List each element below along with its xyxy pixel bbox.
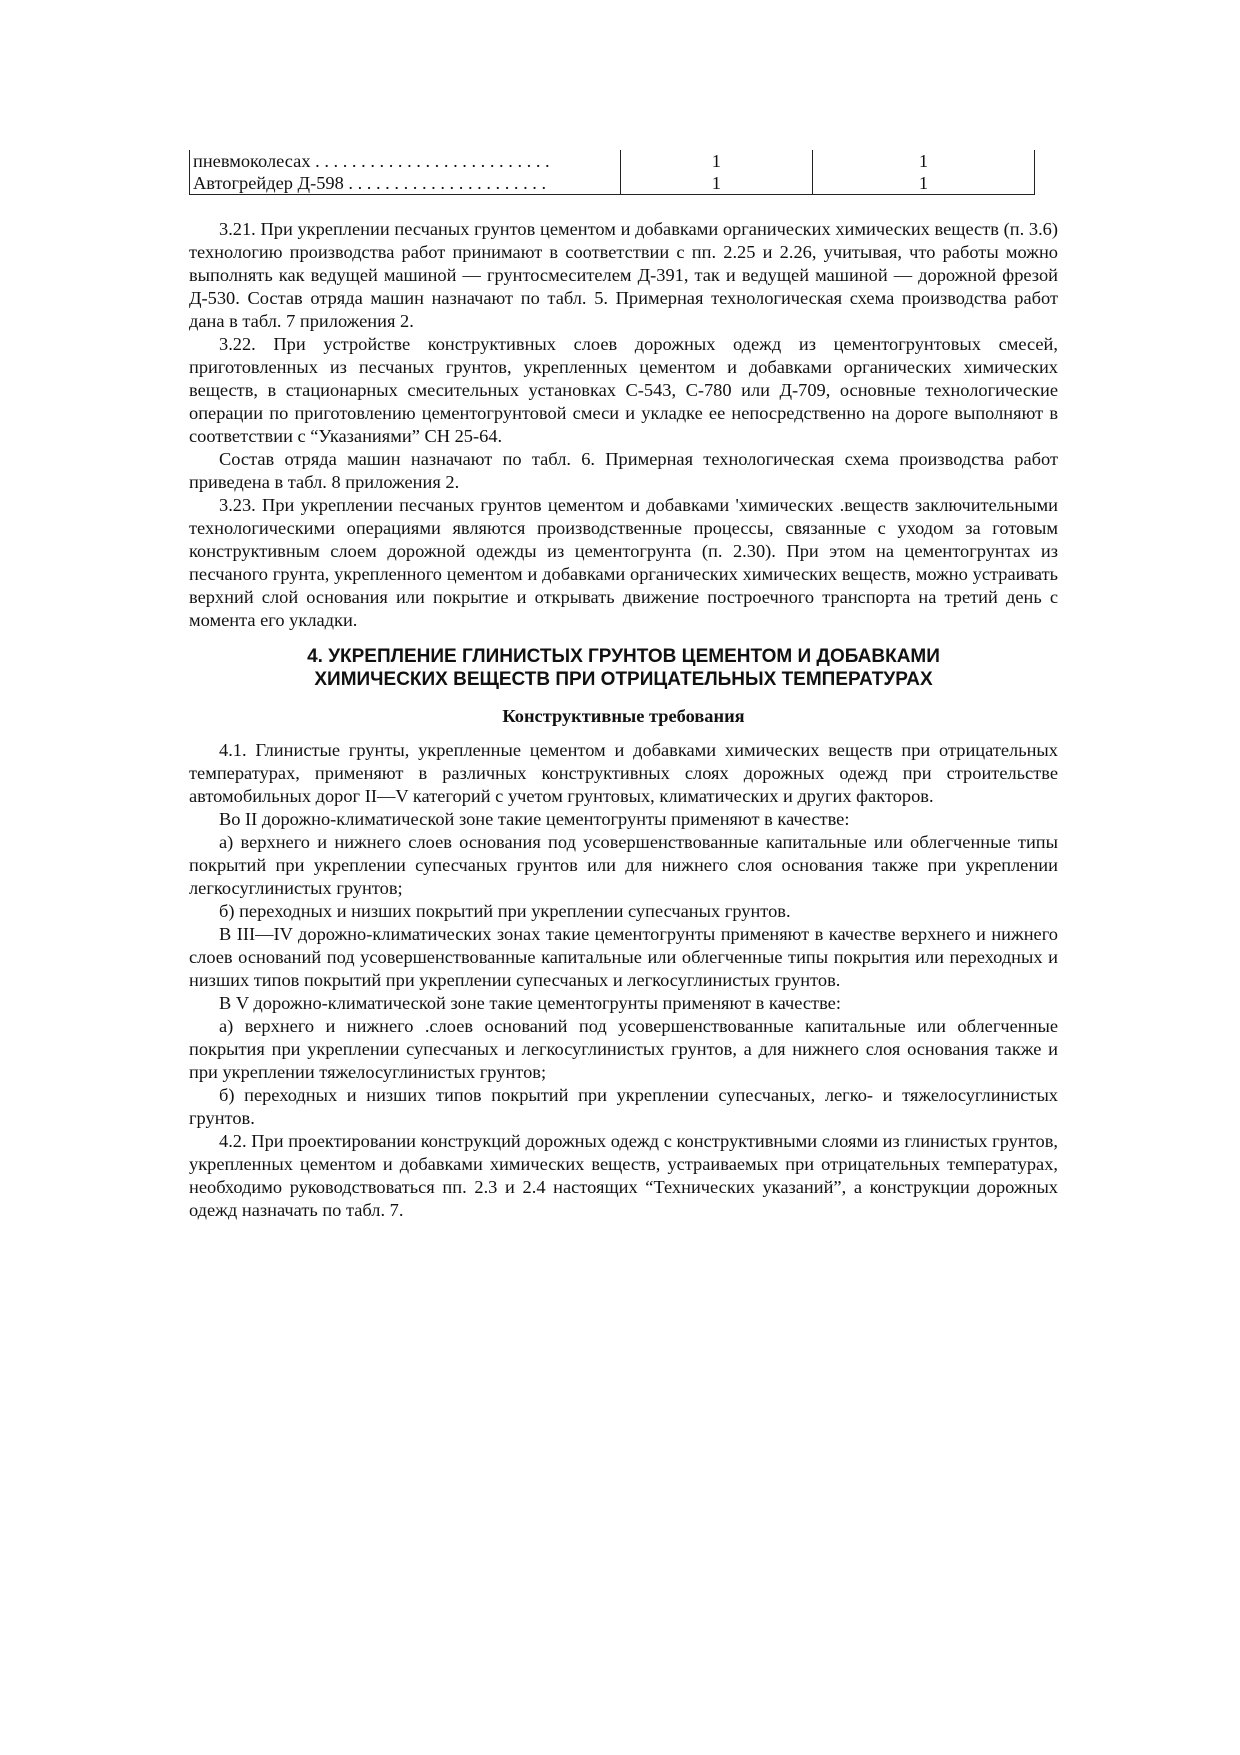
section-4-title [189, 645, 1058, 691]
paragraph: Во II дорожно-климатической зоне такие цементогрунты применяют в качестве: [219, 809, 850, 829]
paragraph: В III—IV дорожно-климатических зонах такие цементогрунты применяют в качестве верхнего и нижнего слоев оснований под усовершенствованные капитальные или облегченные типы покрытия или переходных и низших типов покрытий при укреплении супесчаных и легкосуглинистых грунтов. [189, 924, 1058, 990]
table-cell-value: 1 [812, 150, 1034, 172]
table-cell-name: пневмоколесах . . . . . . . . . . . . . . . . . . . . . . . . . . [190, 150, 621, 172]
paragraph-3-22-cont: Состав отряда машин назначают по табл. 6. Примерная технологическая схема производства работ приведена в табл. 8 приложения 2. [189, 449, 1058, 492]
table-cell-name: Автогрейдер Д-598 . . . . . . . . . . . . . . . . . . . . . . [190, 172, 621, 195]
section-title-line: 4. УКРЕПЛЕНИЕ ГЛИНИСТЫХ ГРУНТОВ ЦЕМЕНТОМ И ДОБАВКАМИ [307, 646, 940, 667]
paragraph-4-1: 4.1. Глинистые грунты, укрепленные цементом и добавками химических веществ при отрицательных температурах, применяют в различных конструктивных слоях дорожных одежд при строительстве автомобильных дорог II—V категорий с учетом грунтовых, климатических и других факторов. [189, 740, 1058, 806]
document-page [189, 150, 1058, 1222]
list-item: а) верхнего и нижнего слоев основания под усовершенствованные капитальные или облегченные типы покрытий при укреплении супесчаных грунтов или для нижнего слоя основания также при укреплении легкосуглинистых грунтов; [189, 832, 1058, 898]
body-text-section-4 [189, 739, 1058, 1222]
table-cell-value: 1 [812, 172, 1034, 195]
paragraph-3-22: 3.22. При устройстве конструктивных слоев дорожных одежд из цементогрунтовых смесей, приготовленных из песчаных грунтов, укрепленных цементом и добавками органических химических веществ, в стационарных смесительных установках С-543, С-780 или Д-709, основные технологические операции по приготовлению цементогрунтовой смеси и укладке ее непосредственно на дороге выполняют в соответствии с “Указаниями” СН 25-64. [189, 334, 1058, 446]
table-row [190, 172, 1035, 195]
paragraph-4-2: 4.2. При проектировании конструкций дорожных одежд с конструктивными слоями из глинистых грунтов, укрепленных цементом и добавками химических веществ, устраиваемых при отрицательных температурах, необходимо руководствоваться пп. 2.3 и 2.4 настоящих “Технических указаний”, а конструкции дорожных одежд назначать по табл. 7. [189, 1131, 1058, 1220]
paragraph: В V дорожно-климатической зоне такие цементогрунты применяют в качестве: [219, 993, 841, 1013]
subsection-title: Конструктивные требования [502, 706, 745, 726]
body-text-section-3 [189, 218, 1058, 632]
table-cell-value: 1 [620, 150, 812, 172]
list-item: а) верхнего и нижнего .слоев оснований под усовершенствованные капитальные или облегченные покрытия при укреплении супесчаных и легкосуглинистых грунтов, а для нижнего слоя основания также и при укреплении тяжелосуглинистых грунтов; [189, 1016, 1058, 1082]
list-item: б) переходных и низших типов покрытий при укреплении супесчаных, легко- и тяжелосуглинистых грунтов. [189, 1085, 1058, 1128]
table-row [190, 150, 1035, 172]
paragraph-3-21: 3.21. При укреплении песчаных грунтов цементом и добавками органических химических веществ (п. 3.6) технологию производства работ принимают в соответствии с пп. 2.25 и 2.26, учитывая, что работы можно выполнять как ведущей машиной — грунтосмесителем Д-391, так и ведущей машиной — дорожной фрезой Д-530. Состав отряда машин назначают по табл. 5. Примерная технологическая схема производства работ дана в табл. 7 приложения 2. [189, 219, 1058, 331]
paragraph-3-23: 3.23. При укреплении песчаных грунтов цементом и добавками 'химических .веществ заключительными технологическими операциями являются производственные процессы, связанные с уходом за готовым конструктивным слоем дорожной одежды из цементогрунта (п. 2.30). При этом на цементогрунтах из песчаного грунта, укрепленного цементом и добавками органических химических веществ, можно устраивать верхний слой основания или покрытие и открывать движение построечного транспорта на третий день с момента его укладки. [189, 495, 1058, 630]
list-item: б) переходных и низших покрытий при укреплении супесчаных грунтов. [219, 901, 791, 921]
section-title-line: ХИМИЧЕСКИХ ВЕЩЕСТВ ПРИ ОТРИЦАТЕЛЬНЫХ ТЕМПЕРАТУРАХ [314, 669, 933, 690]
machine-table-fragment [189, 150, 1035, 195]
table-cell-value: 1 [620, 172, 812, 195]
